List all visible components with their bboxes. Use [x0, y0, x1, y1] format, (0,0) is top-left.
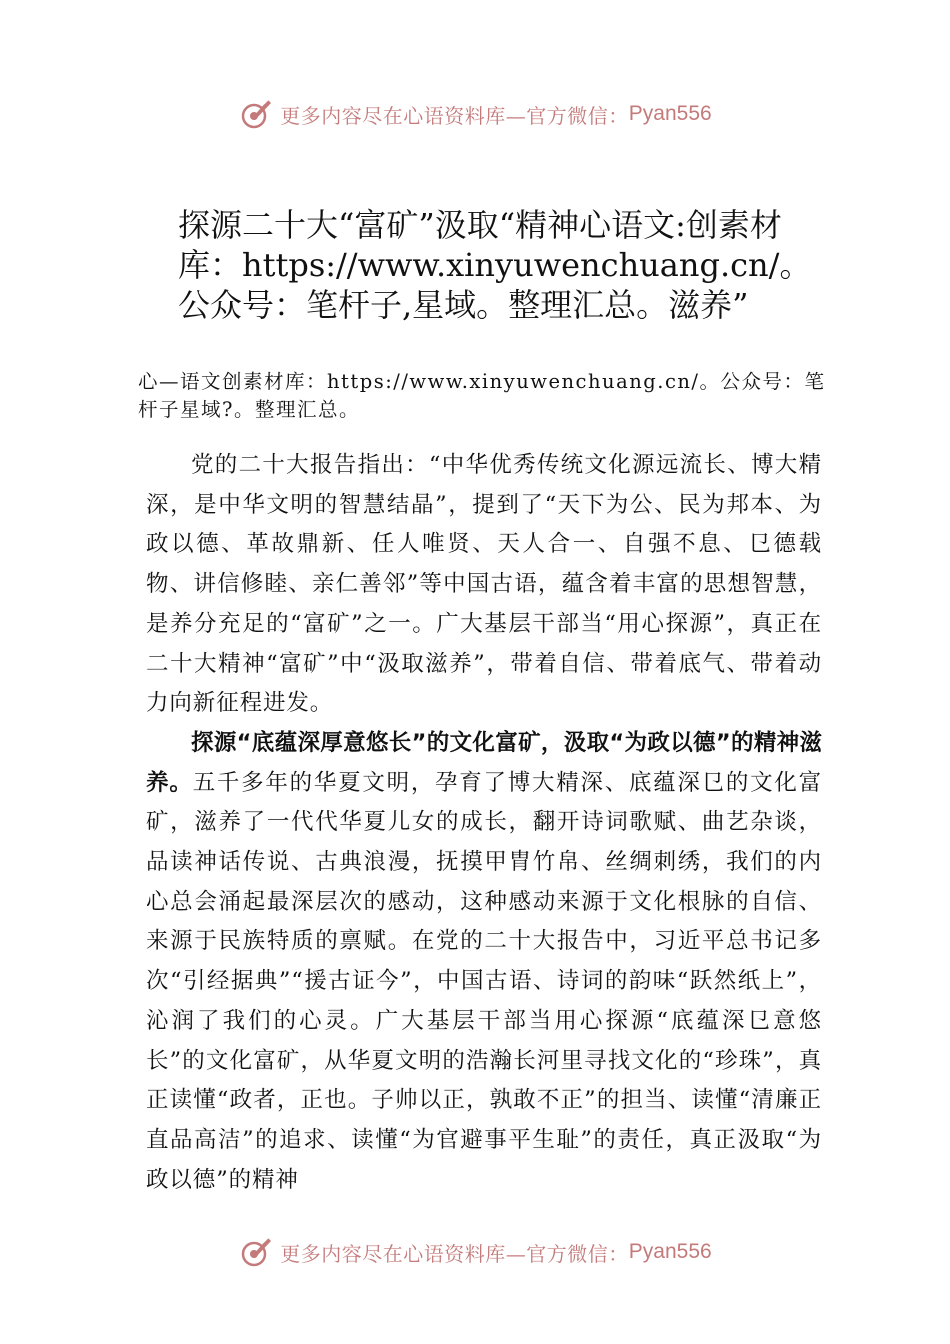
- watermark-banner-bottom: [0, 1230, 950, 1274]
- quill-logo-icon: [238, 96, 274, 132]
- paragraph-2-lead: 探源“底蕴深厚意悠长”的文化富矿，汲取“为政以德”的精神滋养。: [146, 729, 822, 796]
- document-title: 探源二十大“富矿”汲取“精神心语文:创素材库：https://www.xinyuwenchuang.cn/。公众号：笔杆子,星域。整理汇总。滋养”: [178, 206, 812, 324]
- paragraph-1-text: 党的二十大报告指出：“中华优秀传统文化源远流长、博大精深，是中华文明的智慧结晶”，提到了“天下为公、民为邦本、为政以德、革故鼎新、任人唯贤、天人合一、自强不息、㔾德载物、讲信修睦、亲仁善邻”等中国古语，蕴含着丰富的思想智慧，是养分充足的“富矿”之一。广大基层干部当“用心探源”，真正在二十大精神“富矿”中“汲取滋养”，带着自信、带着底气、带着动力向新征程进发。: [146, 452, 822, 717]
- paragraph-1: [146, 446, 822, 724]
- paragraph-2: [146, 724, 822, 1200]
- watermark-banner-top: [0, 92, 950, 136]
- watermark-text: 更多内容尽在心语资料库—官方微信：: [280, 103, 629, 128]
- watermark-text: 更多内容尽在心语资料库—官方微信：: [280, 1241, 629, 1266]
- watermark-wechat-id: Pyan556: [628, 1240, 712, 1263]
- quill-logo-icon: [238, 1234, 274, 1270]
- paragraph-2-text: 五千多年的华夏文明，孕育了博大精深、底蕴深㔾的文化富矿，滋养了一代代华夏儿女的成长，翻开诗词歌赋、曲艺杂谈，品读神话传说、古典浪漫，抚摸甲胄竹帛、丝绸刺绣，我们的内心总会涌起最深层次的感动，这种感动来源于文化根脉的自信、来源于民族特质的禀赋。在党的二十大报告中，习近平总书记多次“引经据典”“援古证今”，中国古语、诗词的韵味“跃然纸上”，沁润了我们的心灵。广大基层干部当用心探源“底蕴深㔾意悠长”的文化富矿，从华夏文明的浩瀚长河里寻找文化的“珍珠”，真正读懂“政者，正也。子帅以正，孰敢不正”的担当、读懂“清廉正直品高洁”的追求、读懂“为官避事平生耻”的责任，真正汲取“为政以德”的精神: [146, 769, 822, 1193]
- document-body: [146, 446, 822, 1200]
- watermark-wechat-id: Pyan556: [628, 102, 712, 125]
- document-subtitle: 心—语文创素材库：https://www.xinyuwenchuang.cn/。公众号：笔杆子星域?。整理汇总。: [138, 370, 826, 421]
